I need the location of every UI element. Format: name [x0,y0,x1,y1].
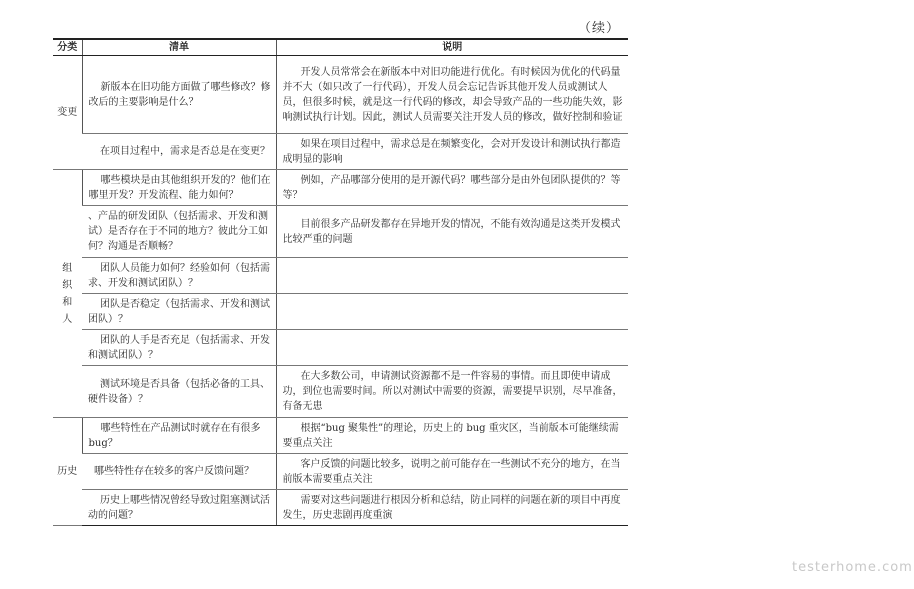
table-row [53,454,628,490]
table-row [53,206,628,258]
note-cell: 根据“bug 聚集性”的理论，历史上的 bug 重灾区，当前版本可能继续需要重点关注 [276,418,628,454]
table-row [53,170,628,206]
category-cell-history: 历史 [53,418,82,526]
note-cell: 需要对这些问题进行根因分析和总结，防止同样的问题在新的项目中再度发生，历史悲剧再度重演 [276,490,628,526]
header-category: 分类 [53,39,82,56]
table-row [53,366,628,418]
header-checklist: 清单 [82,39,276,56]
table-row [53,258,628,294]
checklist-cell: 哪些特性存在较多的客户反馈问题？ [82,454,276,490]
checklist-cell: 团队是否稳定（包括需求、开发和测试团队）？ [82,294,276,330]
table-row [53,330,628,366]
note-cell [276,258,628,294]
continued-label: （续） [578,21,621,36]
checklist-table [53,38,628,526]
checklist-cell: 、产品的研发团队（包括需求、开发和测试）是否存在于不同的地方？彼此分工如何？沟通是否顺畅？ [82,206,276,258]
checklist-cell: 团队的人手是否充足（包括需求、开发和测试团队）？ [82,330,276,366]
note-cell [276,294,628,330]
table-row [53,294,628,330]
note-cell: 目前很多产品研发都存在异地开发的情况，不能有效沟通是这类开发模式比较严重的问题 [276,206,628,258]
watermark-text: testerhome.com [792,560,913,575]
header-note: 说明 [276,39,628,56]
table-row [53,490,628,526]
note-cell: 例如，产品哪部分使用的是开源代码？哪些部分是由外包团队提供的？等等？ [276,170,628,206]
table-header-row [53,39,628,56]
checklist-cell: 在项目过程中，需求是否总是在变更？ [82,134,276,170]
table-row [53,418,628,454]
category-cell-org: 组织和人 [53,170,82,418]
table-row [53,134,628,170]
note-cell: 在大多数公司，申请测试资源都不是一件容易的事情。而且即使申请成功，到位也需要时间。所以对测试中需要的资源，需要提早识别，尽早准备，有备无患 [276,366,628,418]
checklist-cell: 哪些特性在产品测试时就存在有很多 bug？ [82,418,276,454]
checklist-cell: 团队人员能力如何？经验如何（包括需求、开发和测试团队）？ [82,258,276,294]
checklist-cell: 测试环境是否具备（包括必备的工具、硬件设备）？ [82,366,276,418]
category-cell-change: 变更 [53,56,82,170]
checklist-cell: 历史上哪些情况曾经导致过阻塞测试活动的问题？ [82,490,276,526]
checklist-cell: 新版本在旧功能方面做了哪些修改？修改后的主要影响是什么？ [82,56,276,134]
note-cell: 如果在项目过程中，需求总是在频繁变化，会对开发设计和测试执行都造成明显的影响 [276,134,628,170]
table-row [53,56,628,134]
note-cell: 客户反馈的问题比较多，说明之前可能存在一些测试不充分的地方，在当前版本需要重点关注 [276,454,628,490]
note-cell [276,330,628,366]
note-cell: 开发人员常常会在新版本中对旧功能进行优化。有时候因为优化的代码量并不大（如只改了一行代码），开发人员会忘记告诉其他开发人员或测试人员，但很多时候，就是这一行代码的修改，却会导致产品的一些功能失效，影响测试执行计划。因此，测试人员需要关注开发人员的修改，做好控制和验证 [276,56,628,134]
checklist-cell: 哪些模块是由其他组织开发的？他们在哪里开发？开发流程、能力如何？ [82,170,276,206]
